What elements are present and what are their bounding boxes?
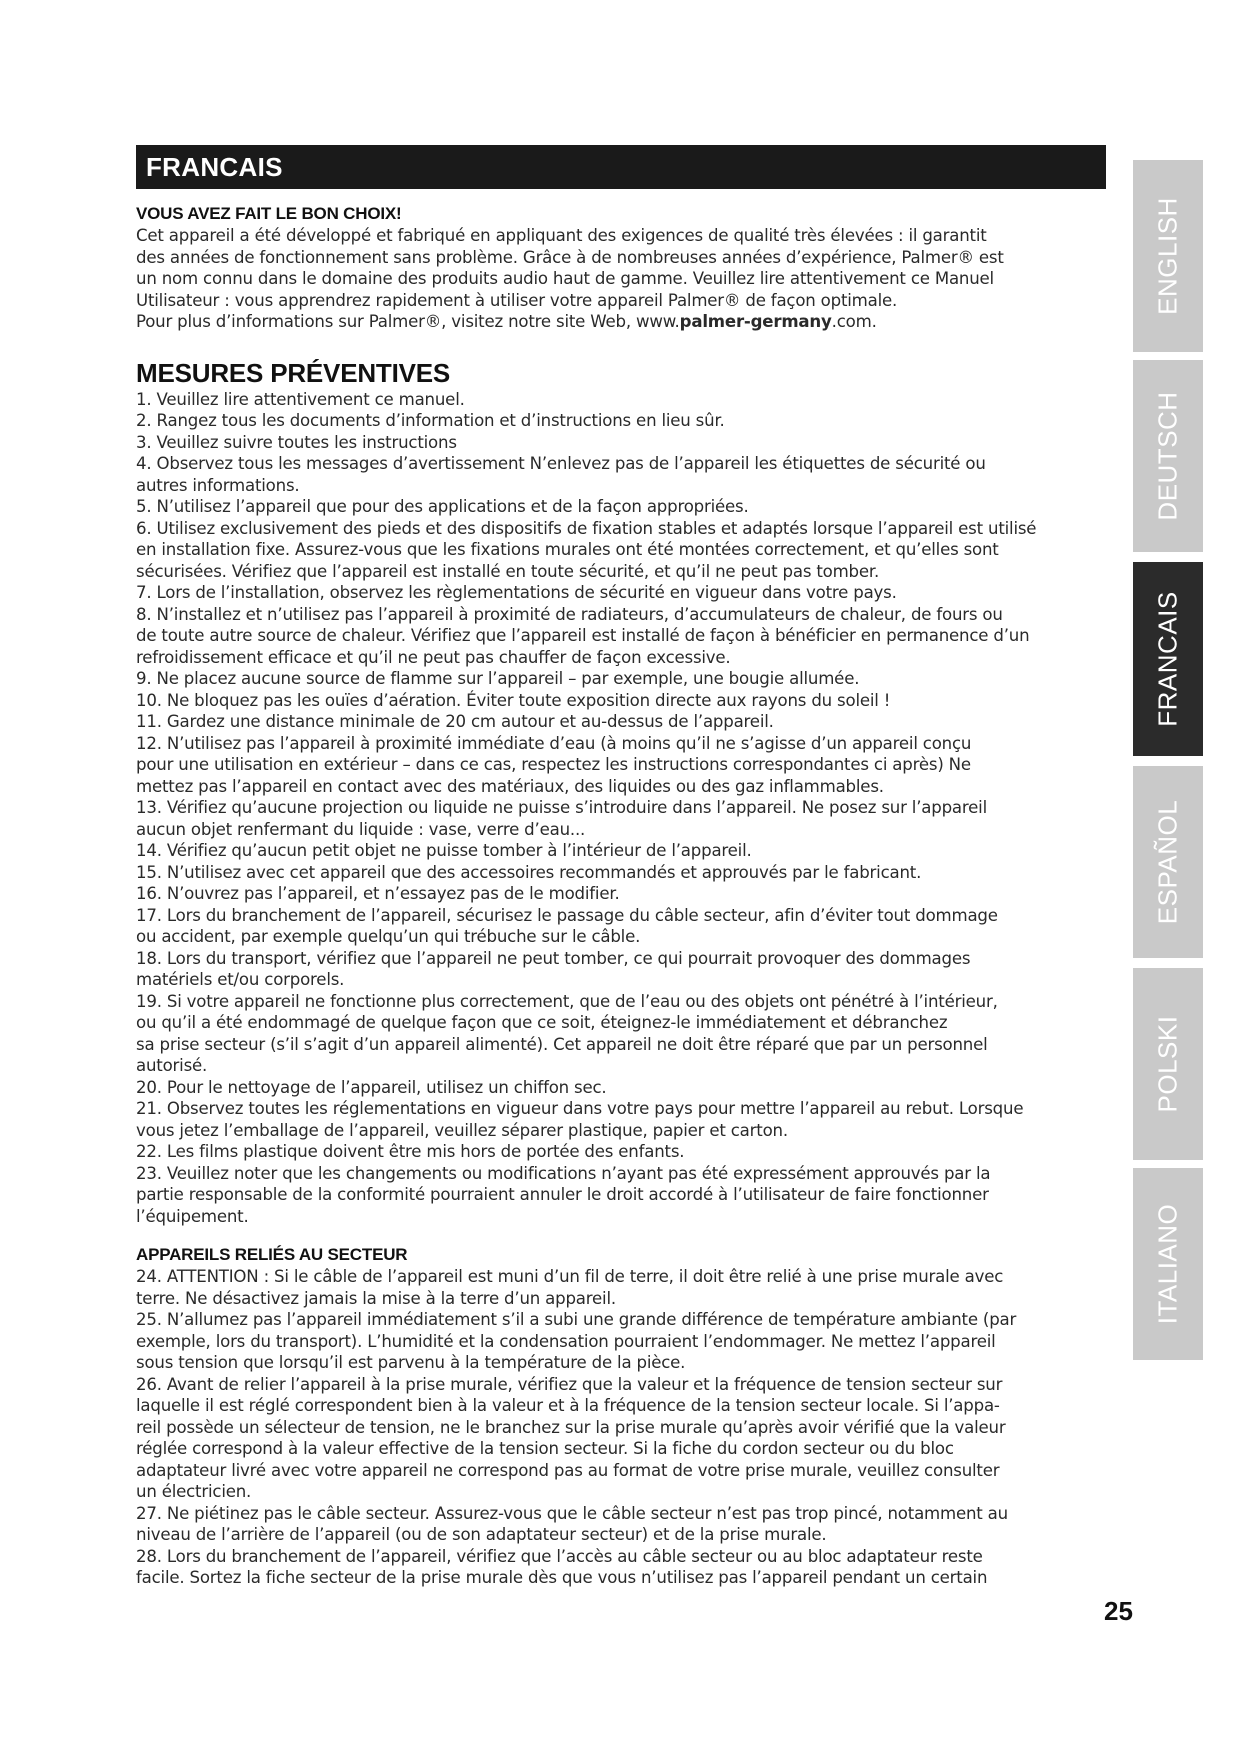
text-line: sa prise secteur (s’il s’agit d’un appareil alimenté). Cet appareil ne doit être réparé que par un personnel xyxy=(136,1034,988,1054)
text-line: 19. Si votre appareil ne fonctionne plus correctement, que de l’eau ou des objets ont pénétré à l’intérieur, xyxy=(136,991,998,1011)
language-header xyxy=(136,145,1106,189)
text-line: 25. N’allumez pas l’appareil immédiatement s’il a subi une grande différence de température ambiante (par xyxy=(136,1310,1017,1329)
text-line: vous jetez l’emballage de l’appareil, veuillez séparer plastique, papier et carton. xyxy=(136,1120,788,1140)
text-line: 12. N’utilisez pas l’appareil à proximité immédiate d’eau (à moins qu’il ne s’agisse d’un appareil conçu xyxy=(136,733,972,753)
text-line: 8. N’installez et n’utilisez pas l’appareil à proximité de radiateurs, d’accumulateurs de chaleur, de fours ou xyxy=(136,604,1003,624)
text-line: réglée correspond à la valeur effective de la tension secteur. Si la fiche du cordon secteur ou du bloc xyxy=(136,1439,954,1458)
text-line: 11. Gardez une distance minimale de 20 cm autour et au-dessus de l’appareil. xyxy=(136,712,774,731)
text-line: ou accident, par exemple quelqu’un qui trébuche sur le câble. xyxy=(136,927,641,946)
tab-polski-label: POLSKI xyxy=(1152,1015,1183,1113)
tab-english[interactable] xyxy=(1133,160,1203,352)
text-line: 4. Observez tous les messages d’avertissement N’enlevez pas de l’appareil les étiquettes de sécurité ou xyxy=(136,454,986,473)
text-line: facile. Sortez la fiche secteur de la prise murale dès que vous n’utilisez pas l’appareil pendant un certain xyxy=(136,1568,988,1587)
text-line: exemple, lors du transport). L’humidité et la condensation pourraient l’endommager. Ne mettez l’appareil xyxy=(136,1331,996,1351)
text-line: un électricien. xyxy=(136,1482,252,1501)
text-line: reil possède un sélecteur de tension, ne le branchez sur la prise murale qu’après avoir vérifié que la valeur xyxy=(136,1417,1006,1437)
intro-text xyxy=(136,225,1111,333)
text-line: 15. N’utilisez avec cet appareil que des accessoires recommandés et approuvés par le fabricant. xyxy=(136,862,922,882)
precautions-list xyxy=(136,389,1111,1228)
text-line: l’équipement. xyxy=(136,1206,249,1226)
web-link-brand[interactable]: palmer-germany xyxy=(679,312,832,331)
mains-list xyxy=(136,1266,1111,1589)
text-line: 28. Lors du branchement de l’appareil, vérifiez que l’accès au câble secteur ou au bloc adaptateur reste xyxy=(136,1546,983,1566)
text-line: 14. Vérifiez qu’aucun petit objet ne puisse tomber à l’intérieur de l’appareil. xyxy=(136,841,752,860)
tab-italiano[interactable] xyxy=(1133,1168,1203,1360)
page-number: 25 xyxy=(1104,1596,1133,1626)
web-suffix: .com. xyxy=(831,312,877,331)
tab-deutsch[interactable] xyxy=(1133,360,1203,552)
web-prefix: Pour plus d’informations sur Palmer®, visitez notre site Web, www. xyxy=(136,312,680,331)
text-line: refroidissement efficace et qu’il ne peut pas chauffer de façon excessive. xyxy=(136,647,731,667)
tab-francais-label: FRANCAIS xyxy=(1152,591,1183,727)
text-line: aucun objet renfermant du liquide : vase, verre d’eau... xyxy=(136,819,586,839)
text-line: 27. Ne piétinez pas le câble secteur. Assurez-vous que le câble secteur n’est pas trop pincé, notamment au xyxy=(136,1503,1008,1523)
intro-line: un nom connu dans le domaine des produits audio haut de gamme. Veuillez lire attentivement ce Manuel xyxy=(136,269,994,288)
text-line: partie responsable de la conformité pourraient annuler le droit accordé à l’utilisateur de faire fonctionner xyxy=(136,1185,989,1204)
text-line: 22. Les films plastique doivent être mis hors de portée des enfants. xyxy=(136,1142,685,1161)
text-line: 17. Lors du branchement de l’appareil, sécurisez le passage du câble secteur, afin d’éviter tout dommage xyxy=(136,905,998,925)
tab-deutsch-label: DEUTSCH xyxy=(1152,391,1183,521)
intro-line: Cet appareil a été développé et fabriqué en appliquant des exigences de qualité très élevées : il garantit xyxy=(136,226,987,245)
text-line: 5. N’utilisez l’appareil que pour des applications et de la façon appropriées. xyxy=(136,497,749,516)
tab-francais[interactable] xyxy=(1133,562,1203,756)
text-line: matériels et/ou corporels. xyxy=(136,970,345,989)
text-line: terre. Ne désactivez jamais la mise à la terre d’un appareil. xyxy=(136,1288,616,1308)
text-line: laquelle il est réglé correspondent bien à la valeur et à la fréquence de la tension secteur locale. Si l’appa- xyxy=(136,1396,1000,1415)
text-line: 26. Avant de relier l’appareil à la prise murale, vérifiez que la valeur et la fréquence de tension secteur sur xyxy=(136,1374,1003,1394)
text-line: niveau de l’arrière de l’appareil (ou de son adaptateur secteur) et de la prise murale. xyxy=(136,1525,827,1544)
text-line: 7. Lors de l’installation, observez les règlementations de sécurité en vigueur dans votre pays. xyxy=(136,583,897,602)
text-line: sous tension que lorsqu’il est parvenu à la température de la pièce. xyxy=(136,1353,686,1372)
header-title: FRANCAIS xyxy=(146,152,283,182)
text-line: 18. Lors du transport, vérifiez que l’appareil ne peut tomber, ce qui pourrait provoquer des dommages xyxy=(136,948,971,968)
text-line: sécurisées. Vérifiez que l’appareil est installé en toute sécurité, et qu’il ne peut pas tomber. xyxy=(136,561,880,581)
text-line: pour une utilisation en extérieur – dans ce cas, respectez les instructions correspondantes ci après) Ne xyxy=(136,755,971,774)
text-line: autres informations. xyxy=(136,475,300,495)
intro-line: des années de fonctionnement sans problème. Grâce à de nombreuses années d’expérience, Palmer® est xyxy=(136,247,1004,267)
text-line: 20. Pour le nettoyage de l’appareil, utilisez un chiffon sec. xyxy=(136,1077,607,1097)
intro-line: Utilisateur : vous apprendrez rapidement à utiliser votre appareil Palmer® de façon optimale. xyxy=(136,290,898,310)
tab-english-label: ENGLISH xyxy=(1152,197,1183,315)
text-line: 9. Ne placez aucune source de flamme sur l’appareil – par exemple, une bougie allumée. xyxy=(136,669,860,688)
text-line: mettez pas l’appareil en contact avec des matériaux, des liquides ou des gaz inflammables. xyxy=(136,776,884,796)
text-line: 10. Ne bloquez pas les ouïes d’aération. Éviter toute exposition directe aux rayons du soleil ! xyxy=(136,690,891,710)
tab-italiano-label: ITALIANO xyxy=(1152,1203,1183,1325)
text-line: de toute autre source de chaleur. Vérifiez que l’appareil est installé de façon à bénéficier en permanence d’un xyxy=(136,626,1030,645)
text-line: 2. Rangez tous les documents d’information et d’instructions en lieu sûr. xyxy=(136,411,725,430)
text-line: 23. Veuillez noter que les changements ou modifications n’ayant pas été expressément approuvés par la xyxy=(136,1163,991,1183)
tab-espanol[interactable] xyxy=(1133,766,1203,958)
text-line: autorisé. xyxy=(136,1056,208,1075)
text-line: adaptateur livré avec votre appareil ne correspond pas au format de votre prise murale, veuillez consulter xyxy=(136,1460,1000,1480)
text-line: 6. Utilisez exclusivement des pieds et des dispositifs de fixation stables et adaptés lorsque l’appareil est utilisé xyxy=(136,518,1037,538)
text-line: en installation fixe. Assurez-vous que les fixations murales ont été montées correctement, et qu’elles sont xyxy=(136,540,999,559)
text-line: 3. Veuillez suivre toutes les instructions xyxy=(136,432,457,452)
text-line: 24. ATTENTION : Si le câble de l’appareil est muni d’un fil de terre, il doit être relié à une prise murale avec xyxy=(136,1267,1004,1286)
text-line: 16. N’ouvrez pas l’appareil, et n’essayez pas de le modifier. xyxy=(136,884,620,903)
tab-polski[interactable] xyxy=(1133,968,1203,1160)
text-line: 13. Vérifiez qu’aucune projection ou liquide ne puisse s’introduire dans l’appareil. Ne posez sur l’appareil xyxy=(136,798,987,817)
text-line: 1. Veuillez lire attentivement ce manuel. xyxy=(136,389,465,409)
tab-espanol-label: ESPAÑOL xyxy=(1152,799,1183,925)
intro-web-line xyxy=(136,311,1111,333)
manual-content xyxy=(136,203,1111,1589)
mains-heading: APPAREILS RELIÉS AU SECTEUR xyxy=(136,1245,408,1264)
intro-heading: VOUS AVEZ FAIT LE BON CHOIX! xyxy=(136,204,402,223)
precautions-heading: MESURES PRÉVENTIVES xyxy=(136,357,451,388)
text-line: ou qu’il a été endommagé de quelque façon que ce soit, éteignez-le immédiatement et débranchez xyxy=(136,1013,948,1032)
text-line: 21. Observez toutes les réglementations en vigueur dans votre pays pour mettre l’appareil au rebut. Lorsque xyxy=(136,1099,1024,1118)
